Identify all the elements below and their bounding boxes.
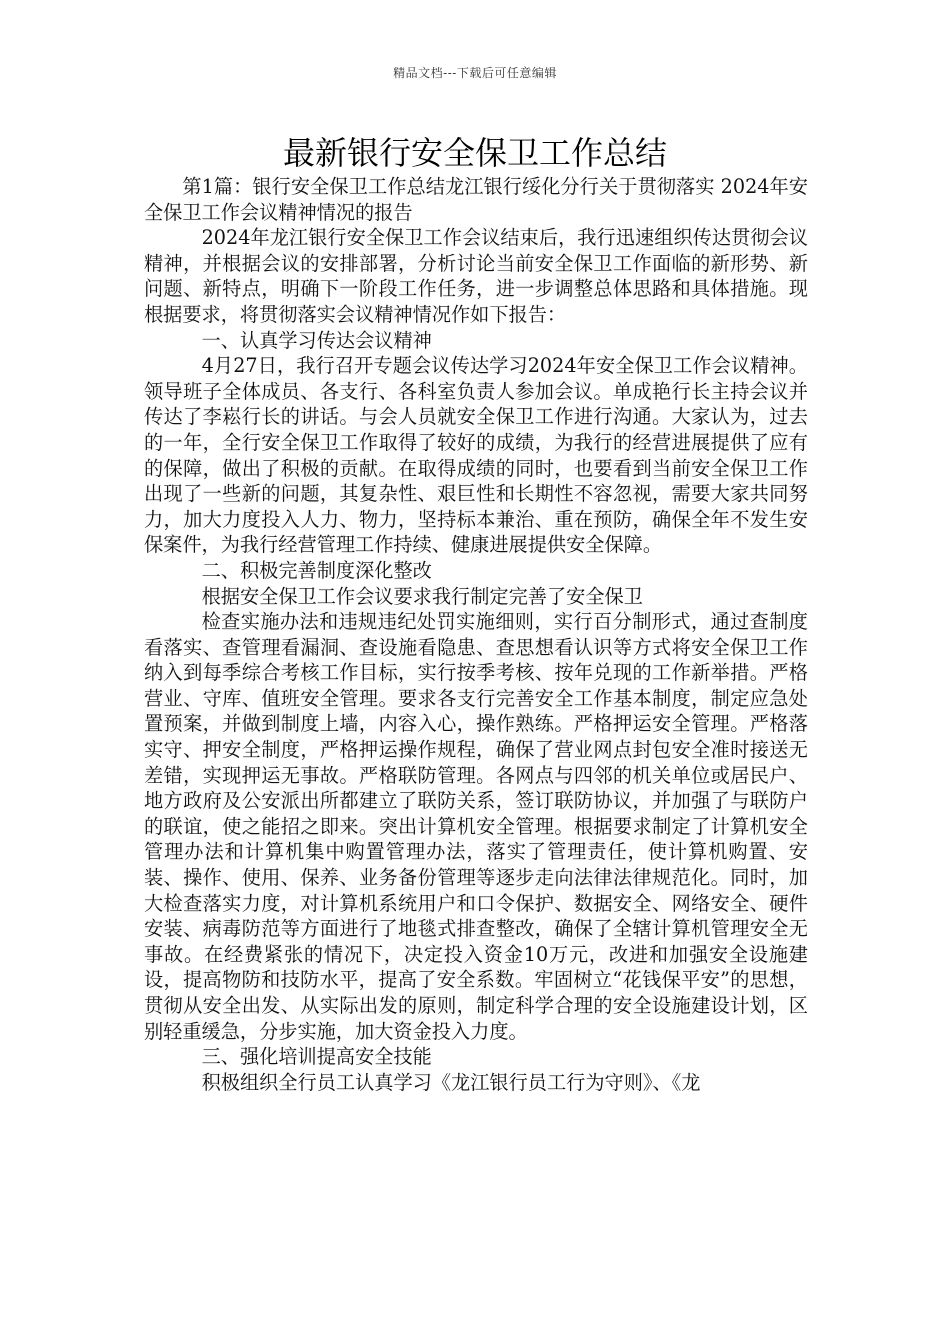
- paragraph-section-2b: 检查实施办法和违规违纪处罚实施细则，实行百分制形式，通过查制度看落实、查管理看漏洞、查设施看隐患、查思想看认识等方式将安全保卫工作纳入到每季综合考核工作目标，实行按季考核、按年兑现的工作新举措。严格营业、守库、值班安全管理。要求各支行完善安全工作基本制度，制定应急处置预案，并做到制度上墙，内容入心，操作熟练。严格押运安全管理。严格落实守、押安全制度，严格押运操作规程，确保了营业网点封包安全准时接送无差错，实现押运无事故。严格联防管理。各网点与四邻的机关单位或居民户、地方政府及公安派出所都建立了联防关系，签订联防协议，并加强了与联防户的联谊，使之能招之即来。突出计算机安全管理。根据要求制定了计算机安全管理办法和计算机集中购置管理办法，落实了管理责任，使计算机购置、安装、操作、使用、保养、业务备份管理等逐步走向法律法律规范化。同时，加大检查落实力度，对计算机系统用户和口令保护、数据安全、网络安全、硬件安装、病毒防范等方面进行了地毯式排查整改，确保了全辖计算机管理安全无事故。在经费紧张的情况下，决定投入资金10万元，改进和加强安全设施建设，提高物防和技防水平，提高了安全系数。牢固树立“花钱保平安”的思想，贯彻从安全出发、从实际出发的原则，制定科学合理的安全设施建设计划，区别轻重缓急，分步实施，加大资金投入力度。: [144, 610, 808, 1043]
- section-heading-3: 三、强化培训提高安全技能: [201, 1045, 432, 1069]
- paragraph-section-1: 4月27日，我行召开专题会议传达学习2024年安全保卫工作会议精神。领导班子全体成员、各支行、各科室负责人参加会议。单成艳行长主持会议并传达了李崧行长的讲话。与会人员就安全保卫工作进行沟通。大家认为，过去的一年，全行安全保卫工作取得了较好的成绩，为我行的经营进展提供了应有的保障，做出了积极的贡献。在取得成绩的同时，也要看到当前安全保卫工作出现了一些新的问题，其复杂性、艰巨性和长期性不容忽视，需要大家共同努力，加大力度投入人力、物力，坚持标本兼治、重在预防，确保全年不发生安保案件，为我行经营管理工作持续、健康进展提供安全保障。: [144, 354, 808, 557]
- section-heading-1: 一、认真学习传达会议精神: [201, 328, 432, 352]
- document-title: 最新银行安全保卫工作总结: [282, 134, 667, 172]
- paragraph-section-3: 积极组织全行员工认真学习《龙江银行员工行为守则》、《龙: [201, 1070, 701, 1094]
- page-header: 精品文档---下载后可任意编辑: [393, 66, 557, 80]
- paragraph-intro: 第1篇：银行安全保卫工作总结龙江银行绥化分行关于贯彻落实 2024年安全保卫工作会议精神情况的报告: [144, 175, 808, 224]
- document-body: [144, 174, 808, 1095]
- paragraph-summary: 2024年龙江银行安全保卫工作会议结束后，我行迅速组织传达贯彻会议精神，并根据会议的安排部署，分析讨论当前安全保卫工作面临的新形势、新问题、新特点，明确下一阶段工作任务，进一步调整总体思路和具体措施。现根据要求，将贯彻落实会议精神情况作如下报告：: [144, 226, 808, 326]
- paragraph-section-2a: 根据安全保卫工作会议要求我行制定完善了安全保卫: [201, 584, 643, 608]
- section-heading-2: 二、积极完善制度深化整改: [201, 558, 432, 582]
